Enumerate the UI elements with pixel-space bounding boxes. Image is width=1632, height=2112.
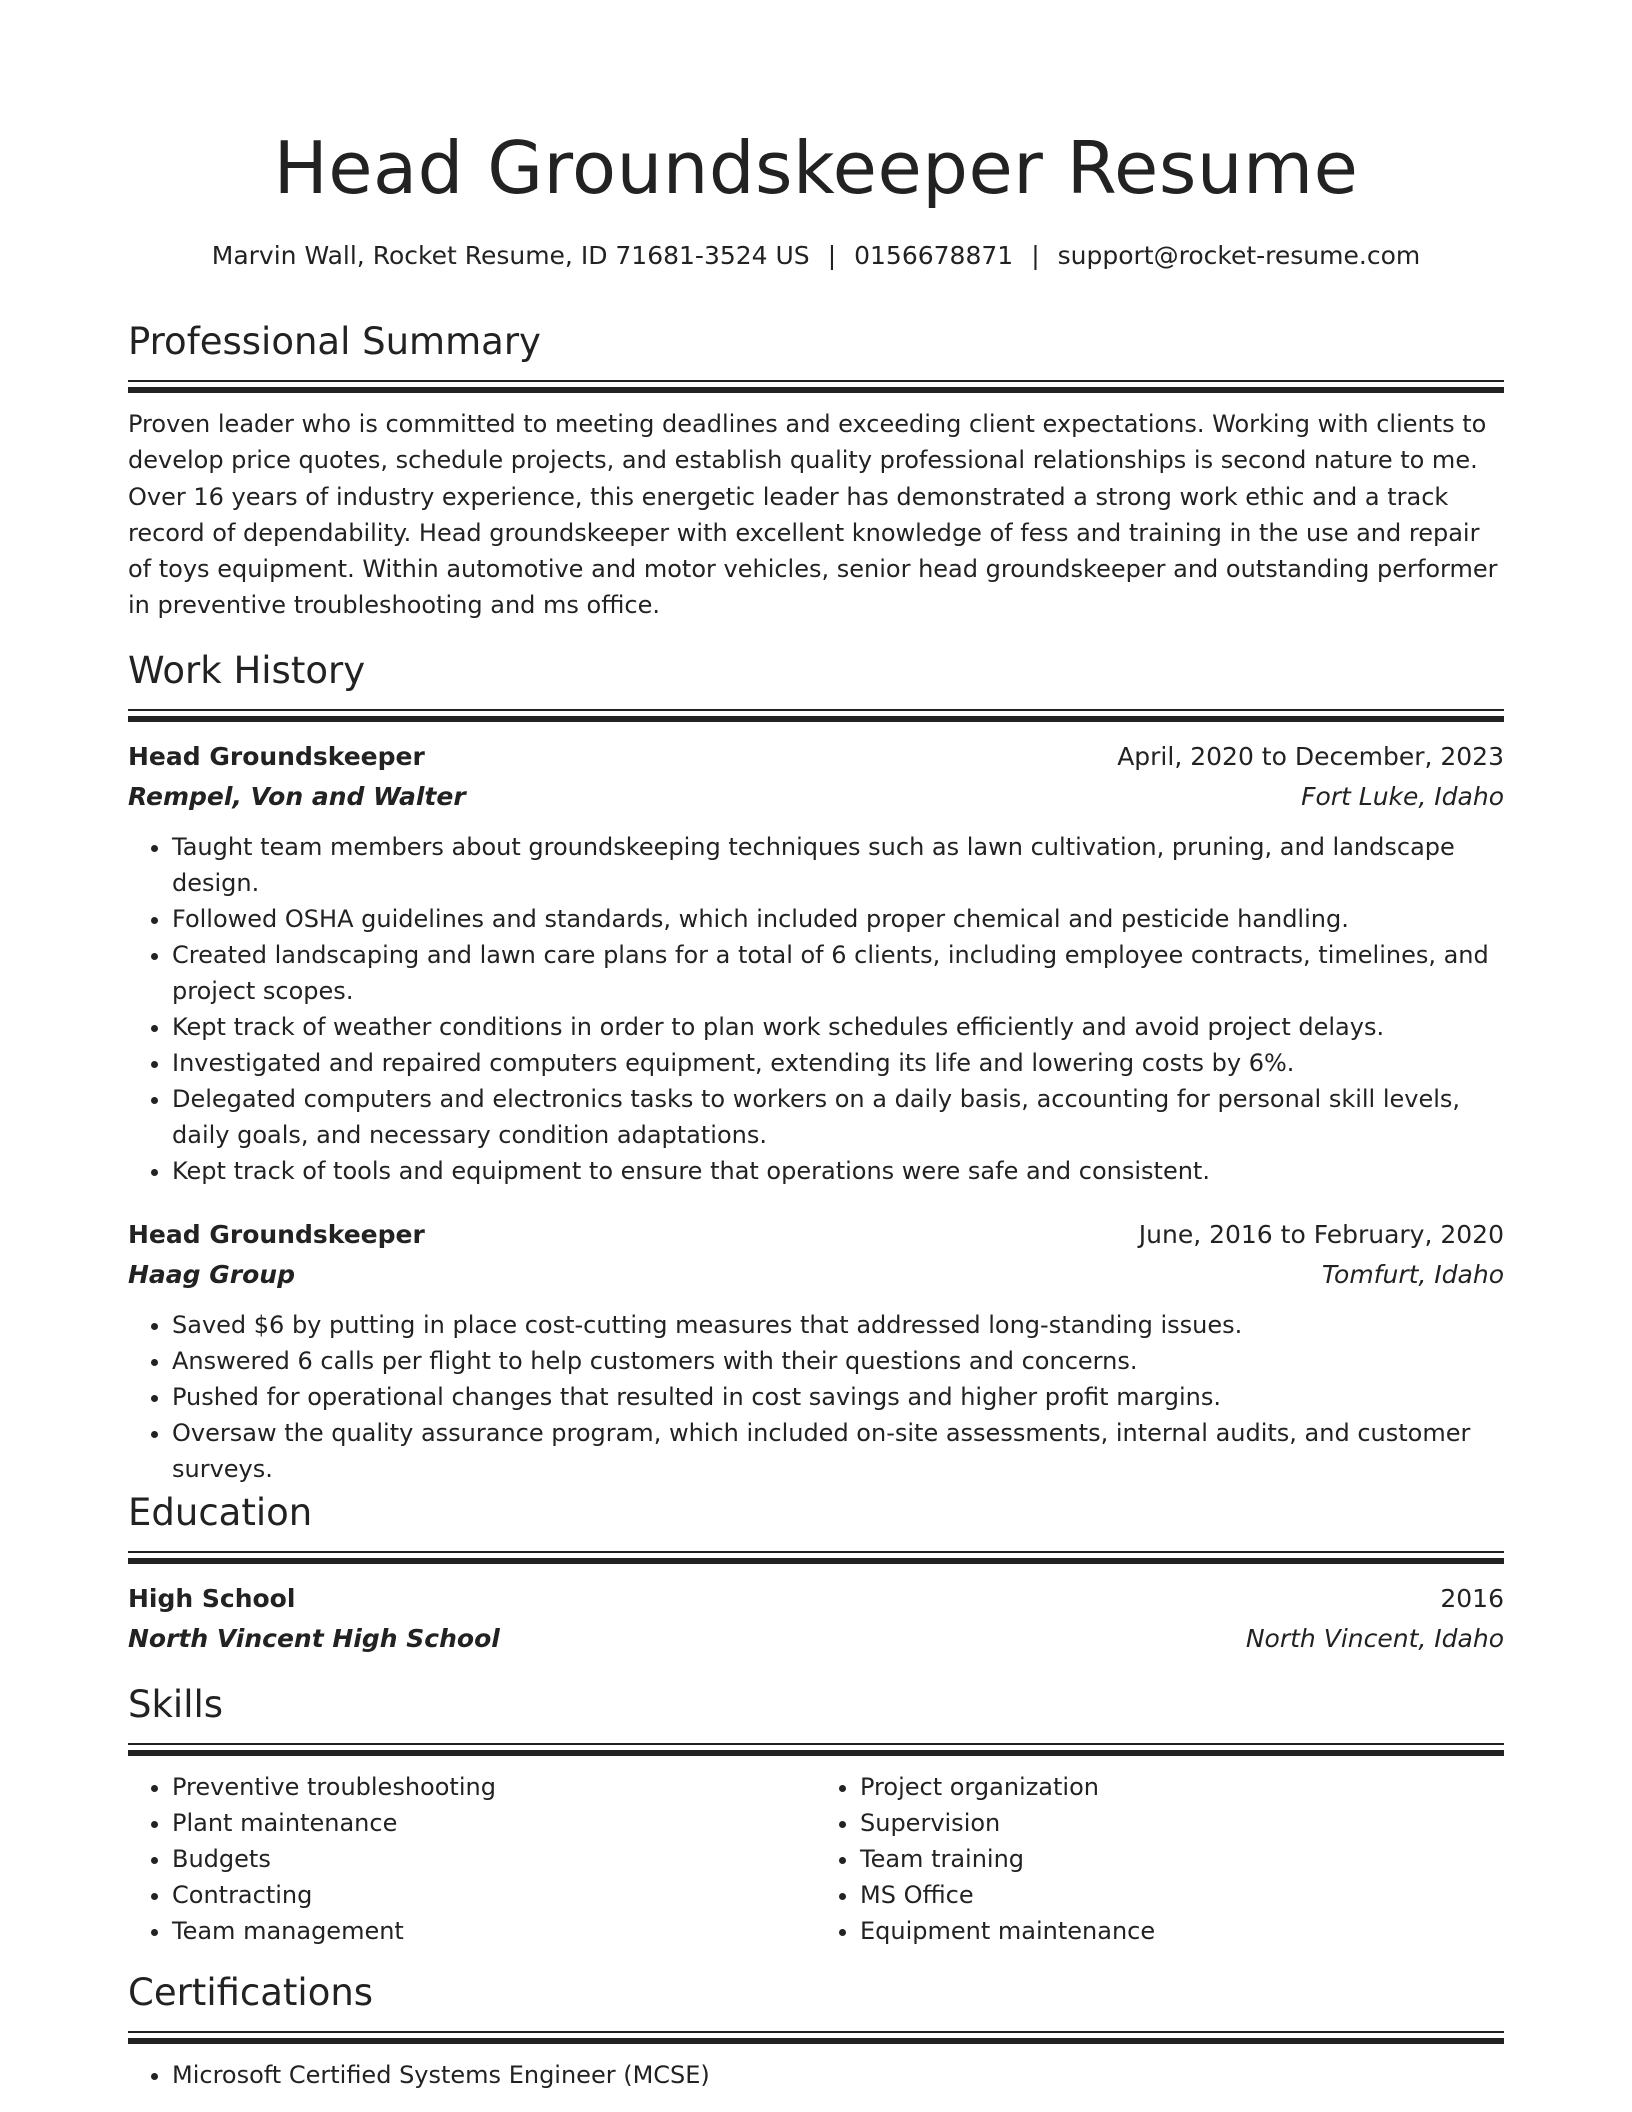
skills-list-left bbox=[128, 1769, 816, 1949]
education-degree: High School bbox=[128, 1584, 296, 1613]
job-bullet: • Kept track of tools and equipment to ensure that operations were safe and consistent. bbox=[172, 1153, 1504, 1189]
job-header-row bbox=[128, 737, 1504, 777]
skill-item: • Plant maintenance bbox=[172, 1805, 816, 1841]
job-company: Rempel, Von and Walter bbox=[128, 782, 466, 811]
work-history-section bbox=[128, 643, 1504, 1487]
contact-separator: | bbox=[827, 241, 837, 270]
education-header-row bbox=[128, 1579, 1504, 1619]
job-bullet: • Oversaw the quality assurance program, which included on-site assessments, internal audits, and customer surveys. bbox=[172, 1415, 1504, 1487]
education-section bbox=[128, 1485, 1504, 1659]
job-bullet: • Investigated and repaired computers equipment, extending its life and lowering costs by 6%. bbox=[172, 1045, 1504, 1081]
education-location: North Vincent, Idaho bbox=[1245, 1624, 1504, 1653]
contact-phone: 0156678871 bbox=[854, 241, 1014, 270]
job-company-row bbox=[128, 777, 1504, 817]
skill-item: • Team training bbox=[860, 1841, 1504, 1877]
summary-section bbox=[128, 314, 1504, 624]
job-bullet: • Followed OSHA guidelines and standards, which included proper chemical and pesticide handling. bbox=[172, 901, 1504, 937]
job-bullet: • Pushed for operational changes that resulted in cost savings and higher profit margins. bbox=[172, 1379, 1504, 1415]
section-divider bbox=[128, 2031, 1504, 2045]
education-heading: Education bbox=[128, 1491, 313, 1534]
skills-list-right bbox=[816, 1769, 1504, 1949]
job-title: Head Groundskeeper bbox=[128, 742, 425, 771]
contact-line bbox=[128, 236, 1504, 276]
summary-heading: Professional Summary bbox=[128, 320, 541, 363]
skill-item: • Supervision bbox=[860, 1805, 1504, 1841]
skill-item: • Budgets bbox=[172, 1841, 816, 1877]
certifications-section bbox=[128, 1965, 1504, 2093]
certifications-list bbox=[128, 2057, 1504, 2093]
skills-heading: Skills bbox=[128, 1683, 224, 1726]
job-bullet: • Taught team members about groundskeeping techniques such as lawn cultivation, pruning, and landscape design. bbox=[172, 829, 1504, 901]
section-divider bbox=[128, 709, 1504, 723]
education-year: 2016 bbox=[1440, 1584, 1504, 1613]
education-school-row bbox=[128, 1619, 1504, 1659]
job-bullet-list bbox=[128, 829, 1504, 1189]
section-divider bbox=[128, 380, 1504, 394]
job-company: Haag Group bbox=[128, 1260, 295, 1289]
job-bullet: • Created landscaping and lawn care plans for a total of 6 clients, including employee contracts, timelines, and project scopes. bbox=[172, 937, 1504, 1009]
job-bullet: • Answered 6 calls per flight to help customers with their questions and concerns. bbox=[172, 1343, 1504, 1379]
job-bullet: • Kept track of weather conditions in order to plan work schedules efficiently and avoid project delays. bbox=[172, 1009, 1504, 1045]
resume-title: Head Groundskeeper Resume bbox=[273, 126, 1359, 210]
job-entry bbox=[128, 1215, 1504, 1487]
skills-grid bbox=[128, 1769, 1504, 1949]
section-divider bbox=[128, 1551, 1504, 1565]
job-location: Tomfurt, Idaho bbox=[1321, 1260, 1504, 1289]
skill-item: • Preventive troubleshooting bbox=[172, 1769, 816, 1805]
job-entry bbox=[128, 737, 1504, 1189]
education-school: North Vincent High School bbox=[128, 1624, 500, 1653]
summary-text: Proven leader who is committed to meeting deadlines and exceeding client expectations. Working with clients to develop price quotes, schedule projects, and establish quality professional relationships is second nature to me. Over 16 years of industry experience, this energetic leader has demonstrated a strong work ethic and a track record of dependability. Head groundskeeper with excellent knowledge of fess and training in the use and repair of toys equipment. Within automotive and motor vehicles, senior head groundskeeper and outstanding performer in preventive troubleshooting and ms office. bbox=[128, 410, 1498, 620]
contact-separator: | bbox=[1031, 241, 1040, 270]
job-bullet-list bbox=[128, 1307, 1504, 1487]
certification-item: • Microsoft Certified Systems Engineer (MCSE) bbox=[172, 2057, 1504, 2093]
skill-item: • Project organization bbox=[860, 1769, 1504, 1805]
contact-email: support@rocket-resume.com bbox=[1057, 241, 1421, 270]
job-bullet: • Saved $6 by putting in place cost-cutting measures that addressed long-standing issues. bbox=[172, 1307, 1504, 1343]
section-divider bbox=[128, 1743, 1504, 1757]
skill-item: • Team management bbox=[172, 1913, 816, 1949]
job-header-row bbox=[128, 1215, 1504, 1255]
job-bullet: • Delegated computers and electronics tasks to workers on a daily basis, accounting for personal skill levels, daily goals, and necessary condition adaptations. bbox=[172, 1081, 1504, 1153]
work-history-heading: Work History bbox=[128, 649, 366, 692]
skills-section bbox=[128, 1677, 1504, 1949]
skill-item: • MS Office bbox=[860, 1877, 1504, 1913]
job-company-row bbox=[128, 1255, 1504, 1295]
contact-address: Marvin Wall, Rocket Resume, ID 71681-3524 US bbox=[211, 241, 810, 270]
job-title: Head Groundskeeper bbox=[128, 1220, 425, 1249]
job-dates: June, 2016 to February, 2020 bbox=[1138, 1220, 1504, 1249]
job-dates: April, 2020 to December, 2023 bbox=[1117, 742, 1504, 771]
skill-item: • Equipment maintenance bbox=[860, 1913, 1504, 1949]
certifications-heading: Certifications bbox=[128, 1971, 374, 2014]
skill-item: • Contracting bbox=[172, 1877, 816, 1913]
job-location: Fort Luke, Idaho bbox=[1301, 782, 1504, 811]
